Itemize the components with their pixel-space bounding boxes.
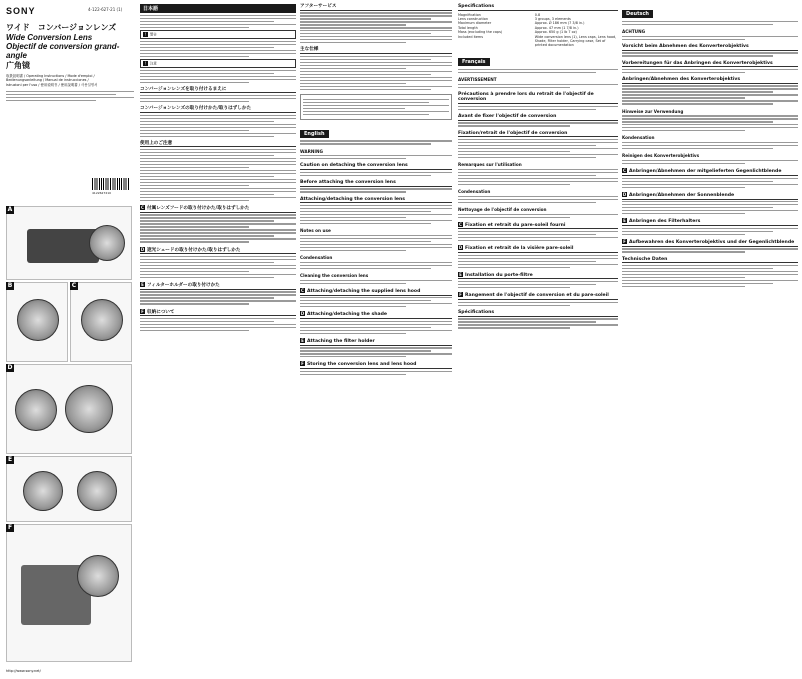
spec-row-length: Total length Approx. 47 mm (1 7/8 in.) [458, 25, 579, 30]
step-c-icon: C [141, 205, 144, 211]
figure-a [6, 206, 132, 280]
step-d-icon: D [140, 246, 145, 252]
german-storing-heading: F Aufbewahren des Konverterobjektivs und der Gegenlichtblende [622, 239, 798, 247]
stored-lens-illustration [77, 555, 119, 597]
english-filter-heading: E Attaching the filter holder [300, 338, 452, 346]
german-specs-heading: Technische Daten [622, 257, 798, 264]
lens-front-illustration [17, 299, 59, 341]
shade-step-1-illustration [15, 389, 57, 431]
german-cleaning-heading: Reinigen des Konverterobjektivs [622, 153, 700, 159]
fr-step-d-icon: D [458, 245, 463, 251]
figure-f [6, 524, 132, 662]
german-warning-heading: ACHTUNG [622, 28, 646, 34]
warning-icon: ! [144, 31, 147, 37]
figure-c-label: C [71, 282, 77, 289]
english-attach-heading: Attaching/detaching the conversion lens [300, 197, 452, 204]
filter-holder-illustration [23, 471, 63, 511]
shade-step-2-illustration [65, 385, 113, 433]
english-language-tab: English [300, 130, 329, 138]
fr-step-f-icon: F [459, 292, 462, 298]
japanese-warning-heading: 警告 [150, 32, 157, 37]
spec-row-accessories: Included items Wide conversion lens (1), Lens caps, Lens hood, Shade, Filter holder, Carrying case, Set of printed documentation [458, 34, 617, 48]
english-caution-heading: Caution on detaching the conversion lens [300, 163, 452, 170]
german-attach-heading: Anbringen/Abnehmen des Konverterobjektivs [622, 77, 798, 84]
japanese-section-storage: F 収納について [140, 309, 296, 317]
french-before-heading: Avant de fixer l'objectif de conversion [458, 114, 618, 121]
de-step-d-icon: D [622, 191, 627, 197]
japanese-section-after-service: アフターサービス [300, 4, 452, 11]
german-language-tab: Deutsch [622, 10, 653, 18]
english-cleaning-heading: Cleaning the conversion lens [300, 272, 369, 278]
german-filter-heading: E Anbringen des Filterhalters [622, 218, 798, 226]
en-step-d-icon: D [300, 311, 305, 317]
japanese-section-usage: 使用上のご注意 [140, 141, 296, 148]
language-line-3: Istruzioni per l'uso / 使用说明书 / 使用說明書 / 사용설명서 [6, 82, 98, 87]
french-filter-heading: E Installation du porte-filtre [458, 272, 618, 280]
language-line-1: 取扱説明書 / Operating Instructions / Mode d'emploi / [6, 74, 95, 78]
camcorder-illustration [27, 229, 99, 263]
german-condensation-heading: Kondensation [622, 135, 655, 141]
title-english: Wide Conversion Lens [6, 33, 93, 42]
de-step-c-icon: C [623, 168, 626, 174]
caution-icon: ! [144, 60, 147, 66]
spec-row-construction: Lens construction 3 groups, 3 elements [458, 17, 571, 21]
step-e-icon: E [141, 281, 144, 287]
german-hood-heading: C Anbringen/Abnehmen der mitgelieferten Gegenlichtblende [622, 168, 798, 176]
japanese-caution-box [140, 59, 296, 68]
japanese-section-before-attach: コンバージョンレンズを取り付けるまえに [140, 87, 296, 94]
de-step-e-icon: E [623, 218, 626, 224]
title-japanese: ワイド コンバージョンレンズ [6, 23, 117, 32]
lens-hood-illustration [81, 299, 123, 341]
english-before-attaching-heading: Before attaching the conversion lens [300, 180, 452, 187]
japanese-section-hood: C 付属レンズフードの取り付けかた/取りはずしかた [140, 205, 296, 213]
filter-illustration [77, 471, 117, 511]
german-before-heading: Vorbereitungen für das Anbringen des Konverterobjektivs [622, 61, 798, 68]
spec-row-mass: Mass (excluding the caps) Approx. 650 g (1 lb 7 oz) [458, 30, 577, 35]
barcode [92, 178, 130, 190]
figure-b [6, 282, 68, 362]
part-number: 4-122-627-21 (1) [88, 7, 123, 12]
language-line-2: Bedienungsanleitung / Manual de instrucciones / [6, 78, 89, 83]
german-column [622, 0, 798, 679]
german-caution-heading: Vorsicht beim Abnehmen des Konverterobjektivs [622, 44, 798, 51]
spec-row-diameter: Maximum diameter Approx. Ø 186 mm (7 3/8 in.) [458, 21, 585, 26]
french-hood-heading: C Fixation et retrait du pare-soleil fourni [458, 222, 618, 230]
french-attach-heading: Fixation/retrait de l'objectif de conversion [458, 131, 618, 138]
figure-e-label: E [7, 456, 13, 463]
english-french-column [458, 0, 618, 679]
japanese-section-filter: E フィルターホルダーの取り付けかた [140, 282, 296, 290]
step-f-icon: F [141, 308, 144, 314]
en-step-c-icon: C [301, 287, 304, 293]
french-notes-heading: Remarques sur l'utilisation [458, 161, 522, 167]
cover-column [6, 0, 134, 679]
japanese-english-column [300, 0, 452, 679]
french-condensation-heading: Condensation [458, 188, 491, 194]
french-storing-heading: F Rangement de l'objectif de conversion et du pare-soleil [458, 292, 618, 300]
figure-b-label: B [7, 282, 13, 289]
title-french: Objectif de conversion grand-angle [6, 42, 120, 60]
english-specs-heading: Specifications [458, 4, 618, 11]
conversion-lens-illustration [89, 225, 125, 261]
figure-d [6, 364, 132, 454]
english-storing-heading: F Storing the conversion lens and lens hood [300, 361, 452, 369]
barcode-number: 4122627210 [92, 191, 112, 195]
japanese-column-1 [140, 0, 296, 679]
french-shade-heading: D Fixation et retrait de la visière pare-soleil [458, 245, 618, 253]
en-step-f-icon: F [301, 361, 304, 367]
figure-c [70, 282, 132, 362]
english-shade-heading: D Attaching/detaching the shade [300, 311, 452, 319]
english-hood-heading: C Attaching/detaching the supplied lens hood [300, 288, 452, 296]
fr-step-c-icon: C [459, 221, 462, 227]
french-language-tab: Français [458, 58, 490, 66]
title-chinese: 广角镜 [6, 61, 30, 70]
japanese-caution-heading: 注意 [150, 61, 157, 66]
french-caution-heading: Précautions à prendre lors du retrait de l'objectif de conversion [458, 92, 618, 104]
japanese-contact-box [300, 94, 452, 120]
french-specs-heading: Spécifications [458, 310, 618, 317]
cover-text-lines [6, 91, 134, 101]
figure-e [6, 456, 132, 522]
english-warning-heading: WARNING [300, 148, 323, 154]
french-warning-heading: AVERTISSEMENT [458, 76, 497, 82]
german-shade-heading: D Anbringen/Abnehmen der Sonnenblende [622, 192, 798, 200]
figure-f-label: F [7, 524, 13, 531]
figure-d-label: D [7, 364, 13, 371]
japanese-section-lens-attach: コンバージョンレンズの取り付けかた/取りはずしかた [140, 106, 296, 113]
japanese-section-shade: D 遮光シェードの取り付けかた/取りはずしかた [140, 247, 296, 255]
fr-step-e-icon: E [459, 271, 462, 277]
language-list [6, 74, 134, 87]
japanese-warning-box [140, 30, 296, 39]
figure-a-label: A [7, 206, 13, 213]
german-notes-heading: Hinweise zur Verwendung [622, 108, 684, 114]
japanese-language-tab: 日本語 [140, 4, 296, 13]
sony-logo: SONY [6, 6, 36, 16]
specs-table [458, 13, 618, 48]
spec-row-magnification: Magnification 0.8 [458, 12, 541, 17]
website-url: http://www.sony.net/ [6, 669, 41, 673]
de-step-f-icon: F [623, 238, 626, 244]
english-condensation-heading: Condensation [300, 254, 333, 260]
french-cleaning-heading: Nettoyage de l'objectif de conversion [458, 206, 547, 212]
en-step-e-icon: E [301, 337, 304, 343]
japanese-section-specs: 主な仕様 [300, 47, 452, 54]
english-notes-heading: Notes on use [300, 228, 331, 234]
